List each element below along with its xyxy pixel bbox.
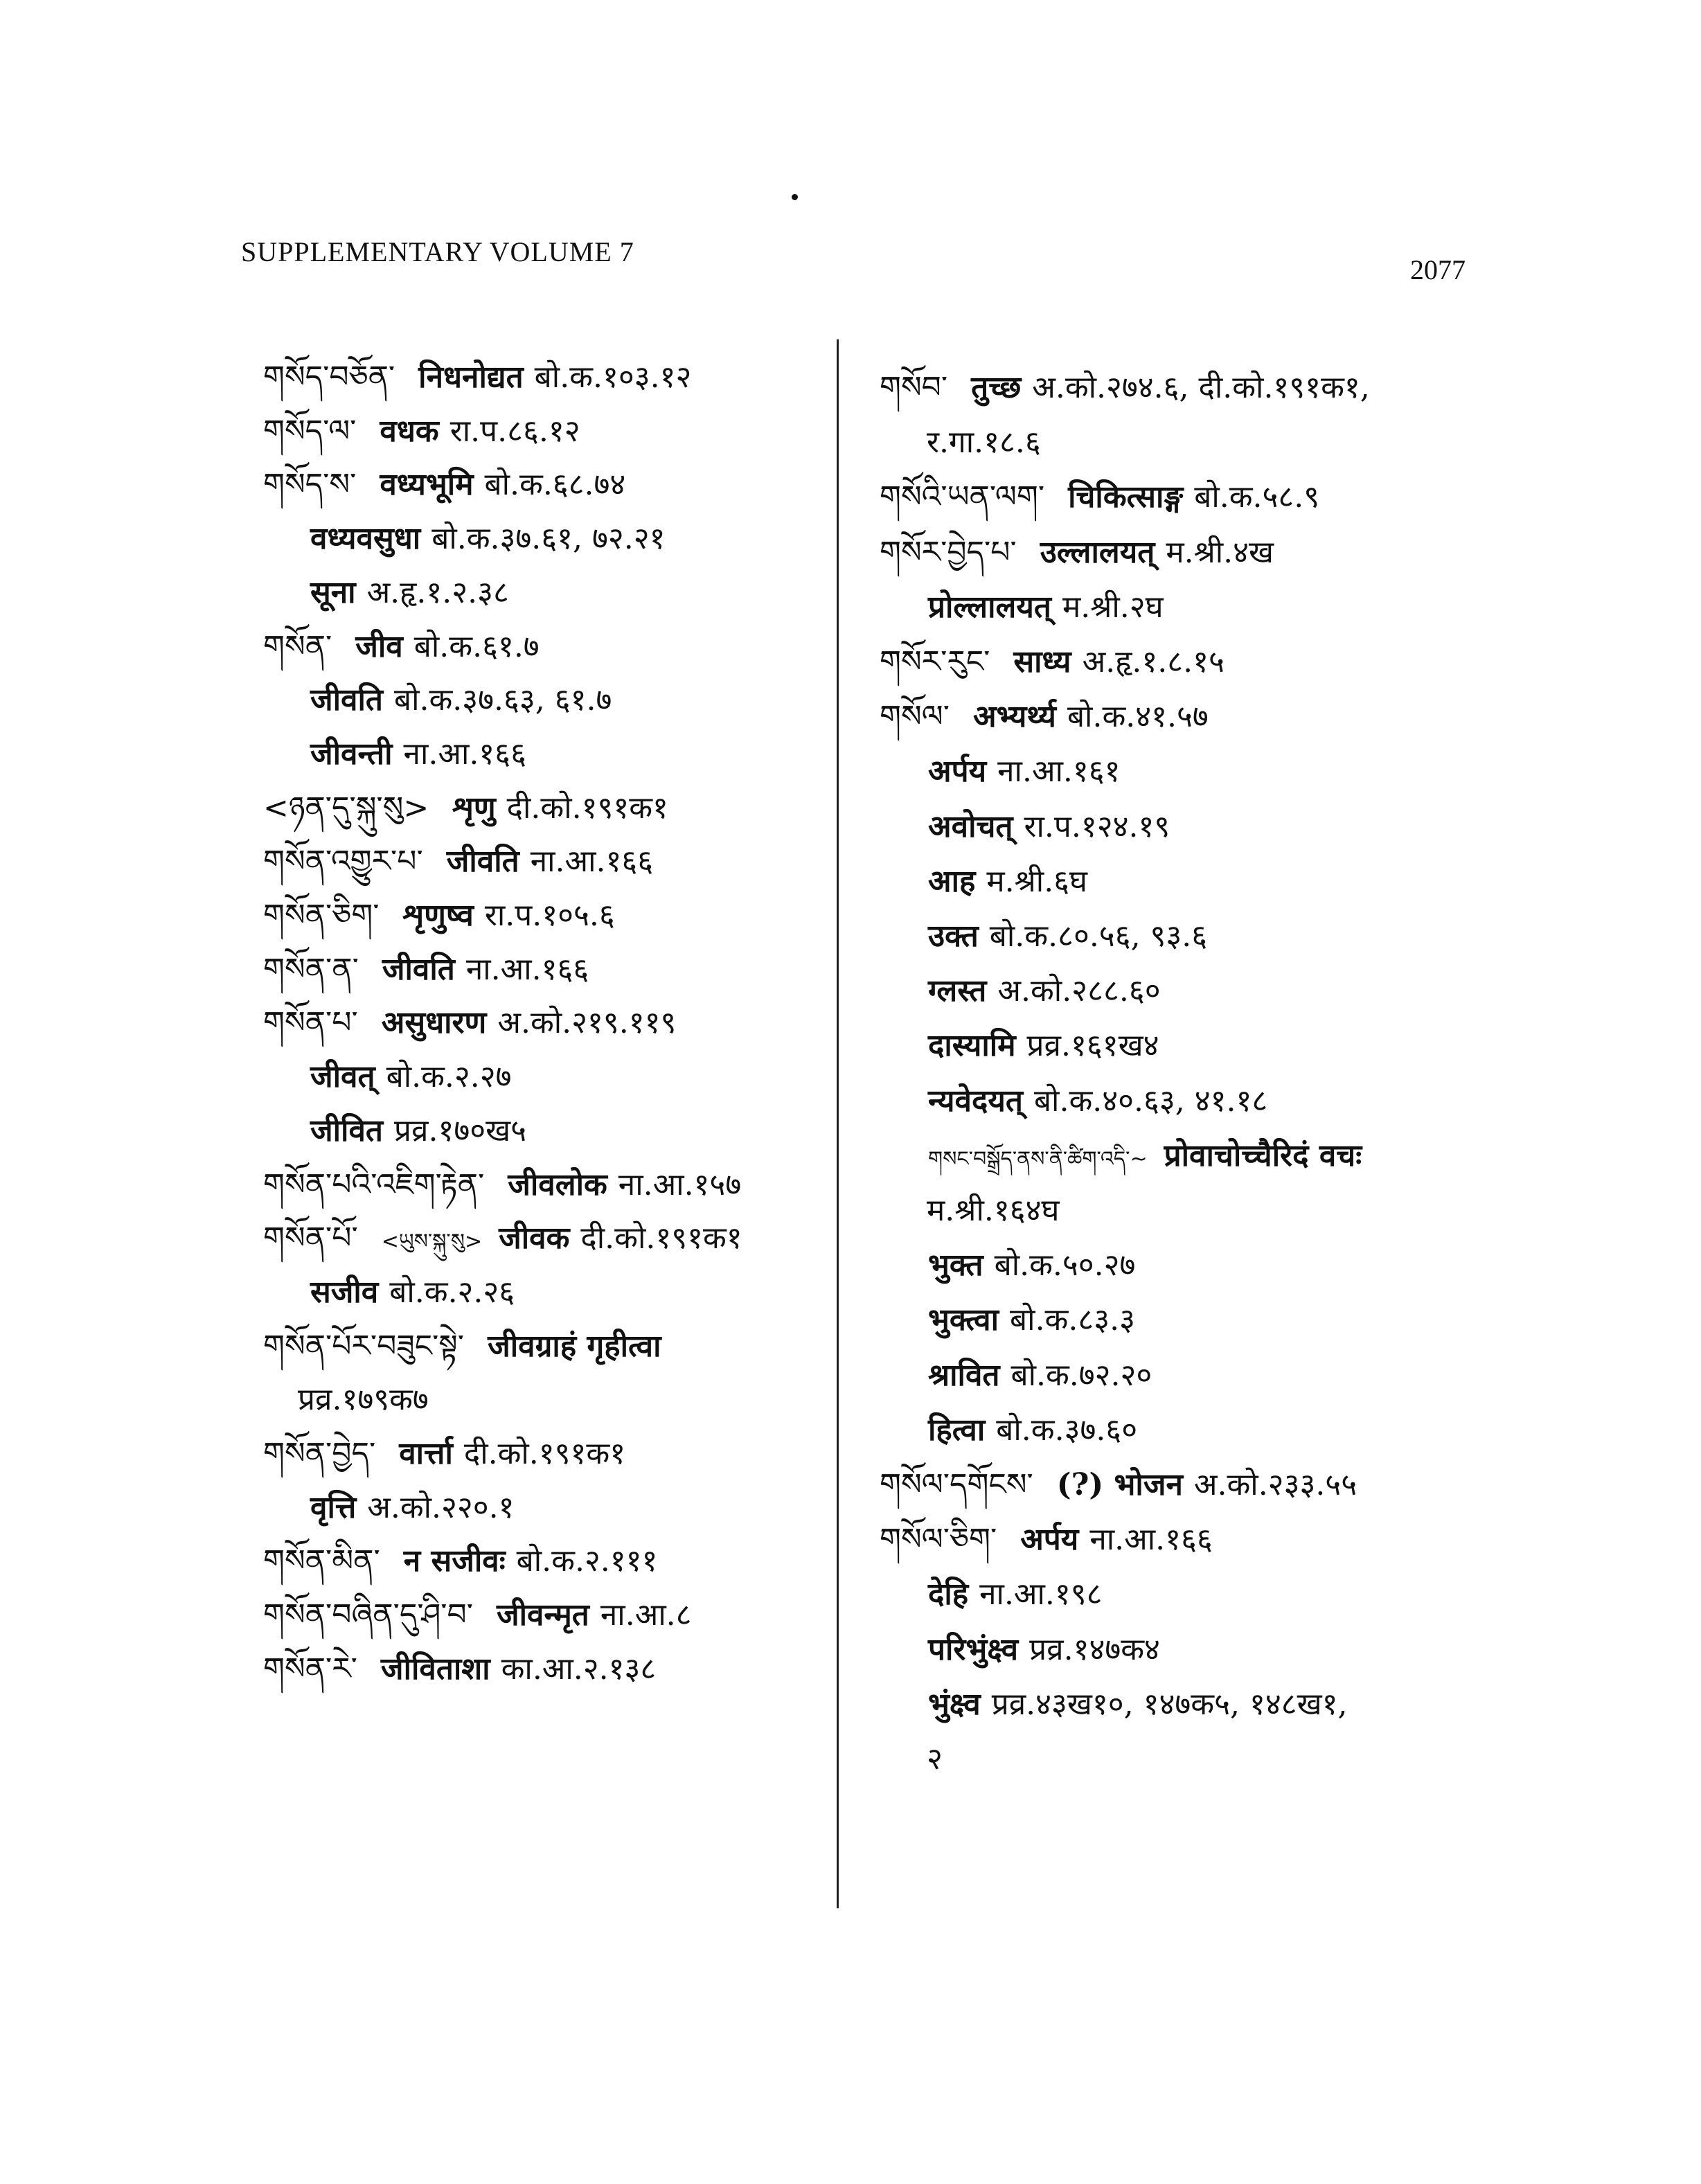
source-reference: दी.को.१९१क१ — [580, 1220, 742, 1257]
source-reference: बो.क.६१.७ — [413, 628, 540, 664]
tibetan-headword: གསོན་པོར་བཟུང་སྟེ་ — [263, 1328, 465, 1364]
sanskrit-equivalent: वृत्ति — [310, 1489, 357, 1525]
sanskrit-equivalent: वध्यवसुधा — [310, 521, 421, 557]
source-reference: म.श्री.२घ — [1062, 589, 1164, 625]
entry-line — [928, 751, 1121, 792]
tibetan-headword: གསོན་པོ་ — [263, 1220, 358, 1257]
sanskrit-equivalent: सूना — [310, 574, 356, 610]
sanskrit-equivalent: जीवति — [382, 951, 455, 987]
source-reference: प्रव्र.१७९क७ — [298, 1382, 429, 1418]
column-divider — [837, 339, 839, 1908]
source-reference: बो.क.८०.५६, ९३.६ — [989, 918, 1208, 954]
sanskrit-equivalent: प्रोवाचोच्चैरिदं वचः — [1164, 1137, 1362, 1173]
entry-line — [263, 1595, 692, 1636]
tibetan-headword: གསོལ་ཅིག་ — [880, 1522, 997, 1558]
source-reference: बो.क.२.२७ — [386, 1059, 512, 1095]
source-reference: ना.आ.१६६ — [1089, 1522, 1213, 1558]
tibetan-headword: གསོན་ — [263, 628, 332, 664]
source-reference: अ.हृ.१.२.३८ — [366, 574, 509, 610]
source-reference: अ.को.२७४.६, दी.को.१९१क१, — [1032, 370, 1370, 405]
tibetan-headword: གསོར་བྱེད་པ་ — [880, 534, 1017, 570]
sanskrit-equivalent: न्यवेदयत् — [928, 1083, 1023, 1119]
source-reference: अ.को.२८८.६० — [997, 973, 1161, 1009]
source-reference: बो.क.३७.६० — [996, 1412, 1138, 1448]
source-reference: बो.क.५८.९ — [1194, 479, 1320, 515]
source-reference: ना.आ.८ — [600, 1597, 692, 1633]
source-reference: बो.क.७२.२० — [1010, 1357, 1152, 1393]
source-reference: प्रव्र.४३ख१०, १४७क५, १४८ख१, — [991, 1686, 1348, 1722]
entry-line — [310, 1487, 515, 1529]
sanskrit-equivalent: वधक — [380, 413, 439, 449]
source-reference: र.गा.१८.६ — [927, 425, 1041, 461]
entry-line — [263, 841, 653, 882]
entry-line — [880, 477, 1319, 518]
sanskrit-equivalent: तुच्छ — [971, 370, 1022, 405]
sanskrit-equivalent: साध्य — [1013, 644, 1071, 680]
source-reference: बो.क.२.२६ — [389, 1274, 515, 1310]
entry-line — [263, 1218, 742, 1263]
entry-line — [263, 895, 615, 936]
tibetan-headword: གསོལ་ — [880, 699, 950, 735]
entry-line — [928, 1629, 1160, 1671]
entry-line — [263, 411, 580, 452]
sanskrit-equivalent: अभ्यर्थ्य — [972, 699, 1056, 735]
entry-line — [310, 518, 665, 560]
entry-line — [927, 1739, 943, 1780]
entry-line — [928, 1574, 1103, 1615]
sanskrit-equivalent: निधनोद्यत — [418, 359, 524, 395]
sanskrit-equivalent: वध्यभूमि — [380, 467, 474, 503]
source-reference: रा.प.१०५.६ — [484, 898, 615, 933]
sanskrit-equivalent: न सजीवः — [403, 1543, 506, 1579]
tibetan-headword: གསོན་མིན་ — [263, 1543, 380, 1579]
entry-line — [928, 861, 1087, 903]
tibetan-headword: གསོན་འགྱུར་པ་ — [263, 844, 423, 880]
sanskrit-equivalent: जीवित — [310, 1112, 383, 1148]
entry-line — [310, 680, 612, 721]
entry-line — [263, 1649, 656, 1690]
source-reference: बो.क.१०३.१२ — [534, 359, 692, 395]
entry-line — [928, 1299, 1135, 1341]
sanskrit-equivalent: हित्वा — [928, 1412, 986, 1448]
tibetan-headword: གསོལ་དགོངས་ — [880, 1467, 1033, 1502]
entry-line — [310, 572, 509, 614]
source-reference: ना.आ.१९८ — [979, 1577, 1103, 1613]
sanskrit-equivalent: जीवलोक — [508, 1166, 607, 1202]
source-reference: प्रव्र.१६१ख४ — [1026, 1028, 1159, 1064]
entry-line — [263, 357, 691, 398]
entry-line — [880, 696, 1209, 738]
source-reference: बो.क.४०.६३, ४१.१८ — [1033, 1083, 1268, 1119]
source-reference: बो.क.५०.२७ — [994, 1248, 1136, 1284]
source-reference: ना.आ.१६६ — [403, 736, 526, 772]
tibetan-headword: གསོད་ས་ — [263, 467, 357, 503]
tibetan-headword: གསོན་ན་ — [263, 951, 359, 987]
source-reference: रा.प.८६.१२ — [449, 413, 580, 449]
entry-line — [928, 1410, 1137, 1451]
entry-line — [928, 587, 1164, 628]
source-reference: ना.आ.१६६ — [530, 844, 654, 880]
entry-line — [263, 464, 625, 506]
source-reference: प्रव्र.१७०ख५ — [393, 1112, 526, 1148]
sanskrit-equivalent: जीवन्मृत — [496, 1597, 589, 1633]
source-reference: दी.को.१९१क१ — [506, 790, 668, 826]
tibetan-headword: གསོན་བཞིན་དུ་ཤི་བ་ — [263, 1597, 473, 1633]
tibetan-headword: <ཉན་དུ་སྐུ་སུ> — [263, 790, 429, 826]
sanskrit-equivalent: सजीव — [310, 1274, 379, 1310]
entry-line — [928, 916, 1207, 957]
sanskrit-equivalent: जीवग्राहं गृहीत्वा — [488, 1328, 661, 1364]
source-reference: बो.क.३७.६१, ७२.२१ — [431, 521, 666, 557]
source-reference: का.आ.२.१३८ — [501, 1651, 657, 1687]
tibetan-gloss: <ཡུས་སྐུ་སུ> — [381, 1229, 483, 1254]
sanskrit-equivalent: भुक्त्वा — [928, 1302, 999, 1338]
tibetan-headword: གསོན་པའི་འཇིག་རྟེན་ — [263, 1166, 485, 1202]
page-number: 2077 — [1410, 254, 1466, 285]
entry-line — [298, 1379, 429, 1421]
entry-line — [263, 1433, 625, 1475]
entry-line — [263, 1164, 741, 1206]
source-reference: म.श्री.६घ — [986, 863, 1088, 899]
sanskrit-equivalent: जीव — [355, 628, 403, 664]
sanskrit-equivalent: उल्लालयत् — [1040, 534, 1155, 570]
sanskrit-equivalent: वार्त्ता — [399, 1436, 453, 1471]
entry-line — [928, 1355, 1152, 1396]
source-reference: म.श्री.१६४घ — [927, 1193, 1060, 1228]
sanskrit-equivalent: भुंक्ष्व — [928, 1686, 981, 1722]
sanskrit-equivalent: अर्पय — [928, 754, 987, 790]
entry-line — [263, 1326, 673, 1367]
entry-line — [263, 788, 668, 829]
sanskrit-equivalent: अर्पय — [1020, 1522, 1079, 1558]
entry-line — [928, 1025, 1159, 1067]
tibetan-gloss: གསང་བསྒྲོད་ནས་ནི་ཚིག་འདི་~ — [928, 1146, 1148, 1171]
source-reference: अ.को.२२०.१ — [367, 1489, 515, 1525]
entry-line — [928, 1245, 1135, 1286]
tibetan-headword: གསོར་རུང་ — [880, 644, 990, 680]
tibetan-headword: གསོད་བཅོན་ — [263, 359, 395, 395]
sanskrit-equivalent: (?) भोजन — [1056, 1467, 1183, 1502]
source-reference: ना.आ.१६६ — [465, 951, 589, 987]
source-reference: ना.आ.१६१ — [997, 754, 1121, 790]
sanskrit-equivalent: प्रोल्लालयत् — [928, 589, 1051, 625]
sanskrit-equivalent: असुधारण — [381, 1005, 487, 1041]
entry-line — [880, 641, 1224, 683]
sanskrit-equivalent: जीवन्ती — [310, 736, 393, 772]
sanskrit-equivalent: आह — [928, 863, 976, 899]
entry-line — [880, 1464, 1357, 1506]
source-reference: म.श्री.४ख — [1166, 534, 1274, 570]
sanskrit-equivalent: उक्त — [928, 918, 979, 954]
entry-line — [927, 422, 1041, 463]
entry-line — [927, 1190, 1059, 1232]
source-reference: रा.प.१२४.१९ — [1024, 808, 1170, 844]
source-reference: दी.को.१९१क१ — [463, 1436, 626, 1471]
source-reference: २ — [927, 1741, 943, 1777]
entry-line — [880, 367, 1370, 409]
entry-line — [310, 1110, 526, 1152]
tibetan-headword: གསོན་པ་ — [263, 1005, 358, 1041]
tibetan-headword: གསོན་རེ་ — [263, 1651, 357, 1687]
sanskrit-equivalent: शृणुष्व — [402, 898, 474, 933]
source-reference: बो.क.८३.३ — [1010, 1302, 1135, 1338]
sanskrit-equivalent: जीविताशा — [380, 1651, 490, 1687]
entry-line — [928, 1684, 1347, 1725]
entry-line — [928, 806, 1170, 848]
sanskrit-equivalent: जीवति — [446, 844, 519, 880]
entry-line — [263, 949, 589, 991]
sanskrit-equivalent: अवोचत् — [928, 808, 1013, 844]
sanskrit-equivalent: शृणु — [452, 790, 496, 826]
tibetan-headword: གསོའི་ཡན་ལག་ — [880, 479, 1045, 515]
entry-line — [263, 1002, 676, 1044]
tibetan-headword: གསོབ་ — [880, 370, 948, 405]
source-reference: ना.आ.१५७ — [618, 1166, 742, 1202]
entry-line — [263, 1541, 657, 1582]
tibetan-headword: གསོན་བྱེད་ — [263, 1436, 376, 1471]
entry-line — [880, 1519, 1213, 1561]
sanskrit-equivalent: श्रावित — [928, 1357, 1000, 1393]
sanskrit-equivalent: परिभुंक्ष्व — [928, 1631, 1019, 1667]
stray-mark — [792, 194, 798, 200]
source-reference: बो.क.३७.६३, ६१.७ — [393, 682, 612, 718]
source-reference: अ.को.२३३.५५ — [1193, 1467, 1357, 1502]
source-reference: प्रव्र.१४७क४ — [1029, 1631, 1160, 1667]
entry-line — [310, 734, 526, 775]
source-reference: बो.क.६८.७४ — [484, 467, 626, 503]
tibetan-headword: གསོད་ལ་ — [263, 413, 357, 449]
source-reference: अ.हृ.१.८.१५ — [1082, 644, 1224, 680]
entry-line — [880, 532, 1274, 574]
source-reference: बो.क.२.१११ — [516, 1543, 658, 1579]
entry-line — [310, 1272, 515, 1313]
entry-line — [928, 1081, 1267, 1122]
sanskrit-equivalent: ग्लस्त — [928, 973, 987, 1009]
source-reference: बो.क.४१.५७ — [1067, 699, 1209, 735]
sanskrit-equivalent: जीवक — [499, 1220, 570, 1257]
sanskrit-equivalent: चिकित्साङ्ग — [1068, 479, 1184, 515]
entry-line — [928, 970, 1161, 1012]
sanskrit-equivalent: जीवति — [310, 682, 383, 718]
source-reference: अ.को.२१९.११९ — [497, 1005, 677, 1041]
sanskrit-equivalent: जीवत् — [310, 1059, 375, 1095]
tibetan-headword: གསོན་ཅིག་ — [263, 898, 380, 933]
sanskrit-equivalent: दास्यामि — [928, 1028, 1016, 1064]
entry-line — [928, 1135, 1373, 1180]
sanskrit-equivalent: भुक्त — [928, 1248, 983, 1284]
running-head: SUPPLEMENTARY VOLUME 7 — [241, 236, 634, 267]
entry-line — [263, 626, 540, 668]
entry-line — [310, 1056, 512, 1098]
sanskrit-equivalent: देहि — [928, 1577, 969, 1613]
